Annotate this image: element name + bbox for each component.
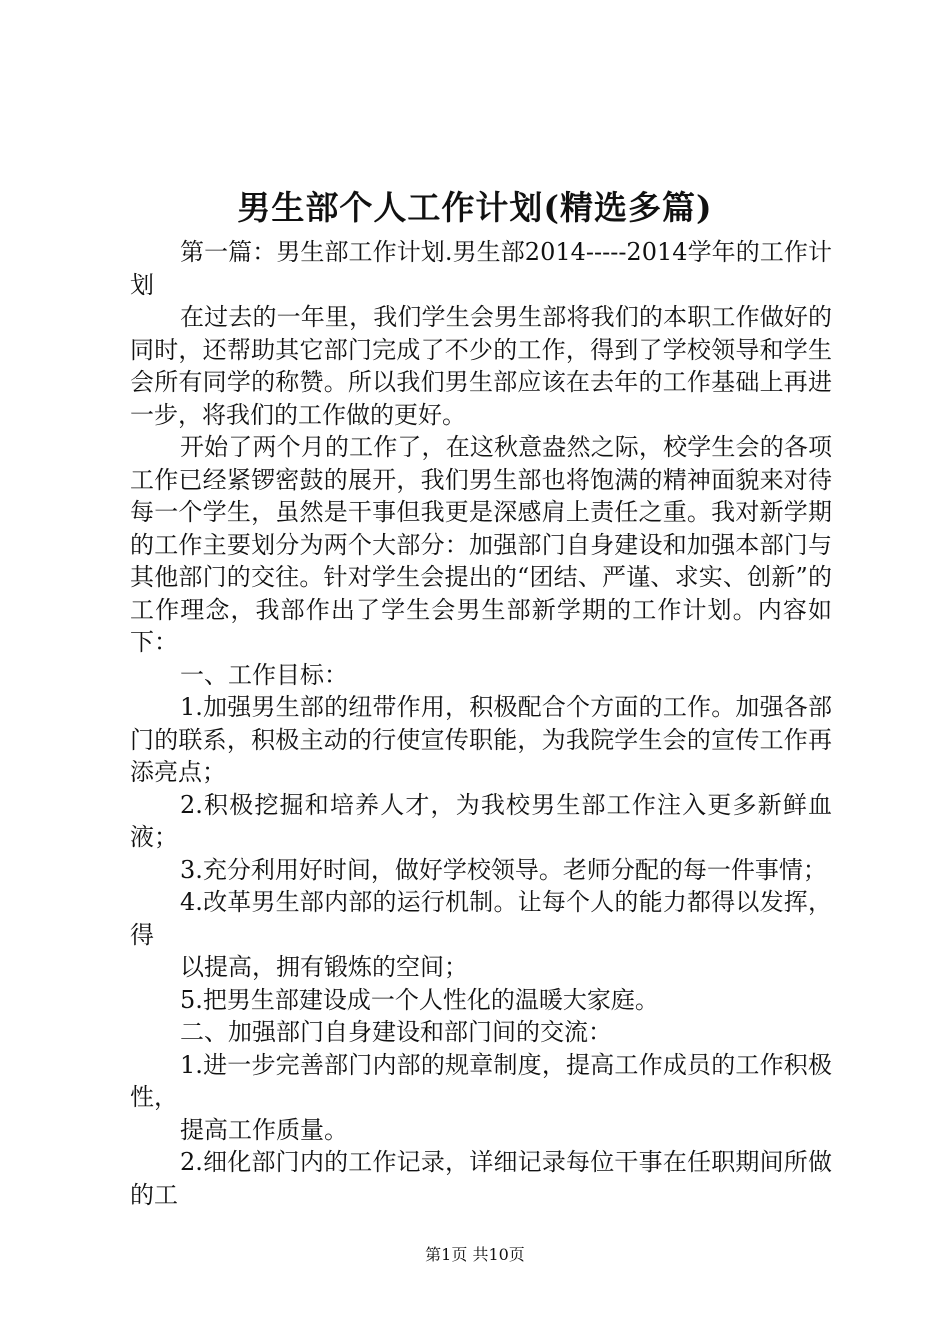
paragraph: 在过去的一年里，我们学生会男生部将我们的本职工作做好的同时，还帮助其它部门完成了不少的工作，得到了学校领导和学生会所有同学的称赞。所以我们男生部应该在去年的工作基础上再进一步，将我们的工作做的更好。: [130, 303, 832, 429]
list-item-continuation: 提高工作质量。: [180, 1115, 348, 1144]
list-item: 2.细化部门内的工作记录，详细记录每位干事在任职期间所做的工: [130, 1148, 832, 1209]
list-item: 2.积极挖掘和培养人才，为我校男生部工作注入更多新鲜血液；: [130, 790, 832, 851]
list-item-continuation: 以提高，拥有锻炼的空间；: [180, 953, 468, 981]
paragraph: 第一篇：男生部工作计划.男生部2014-----2014学年的工作计划: [130, 238, 832, 299]
section-heading: 二、加强部门自身建设和部门间的交流：: [180, 1018, 612, 1046]
list-item: 4.改革男生部内部的运行机制。让每个人的能力都得以发挥，得: [130, 888, 832, 949]
list-item: 1.进一步完善部门内部的规章制度，提高工作成员的工作积极性，: [130, 1050, 832, 1111]
list-item: 3.充分利用好时间，做好学校领导。老师分配的每一件事情；: [180, 855, 827, 884]
list-item: 1.加强男生部的纽带作用，积极配合个方面的工作。加强各部门的联系，积极主动的行使宣传职能，为我院学生会的宣传工作再添亮点；: [130, 693, 832, 786]
list-item: 5.把男生部建设成一个人性化的温暖大家庭。: [180, 985, 659, 1014]
section-heading: 一、工作目标：: [180, 660, 348, 689]
document-body: [130, 236, 832, 1211]
page-footer: 第1页 共10页: [425, 1245, 525, 1264]
paragraph: 开始了两个月的工作了，在这秋意盎然之际，校学生会的各项工作已经紧锣密鼓的展开，我们男生部也将饱满的精神面貌来对待每一个学生，虽然是干事但我更是深感肩上责任之重。我对新学期的工作主要划分为两个大部分：加强部门自身建设和加强本部门与其他部门的交往。针对学生会提出的“团结、严谨、求实、创新”的工作理念，我部作出了学生会男生部新学期的工作计划。内容如下：: [130, 433, 832, 656]
document-title: 男生部个人工作计划(精选多篇): [237, 188, 713, 227]
